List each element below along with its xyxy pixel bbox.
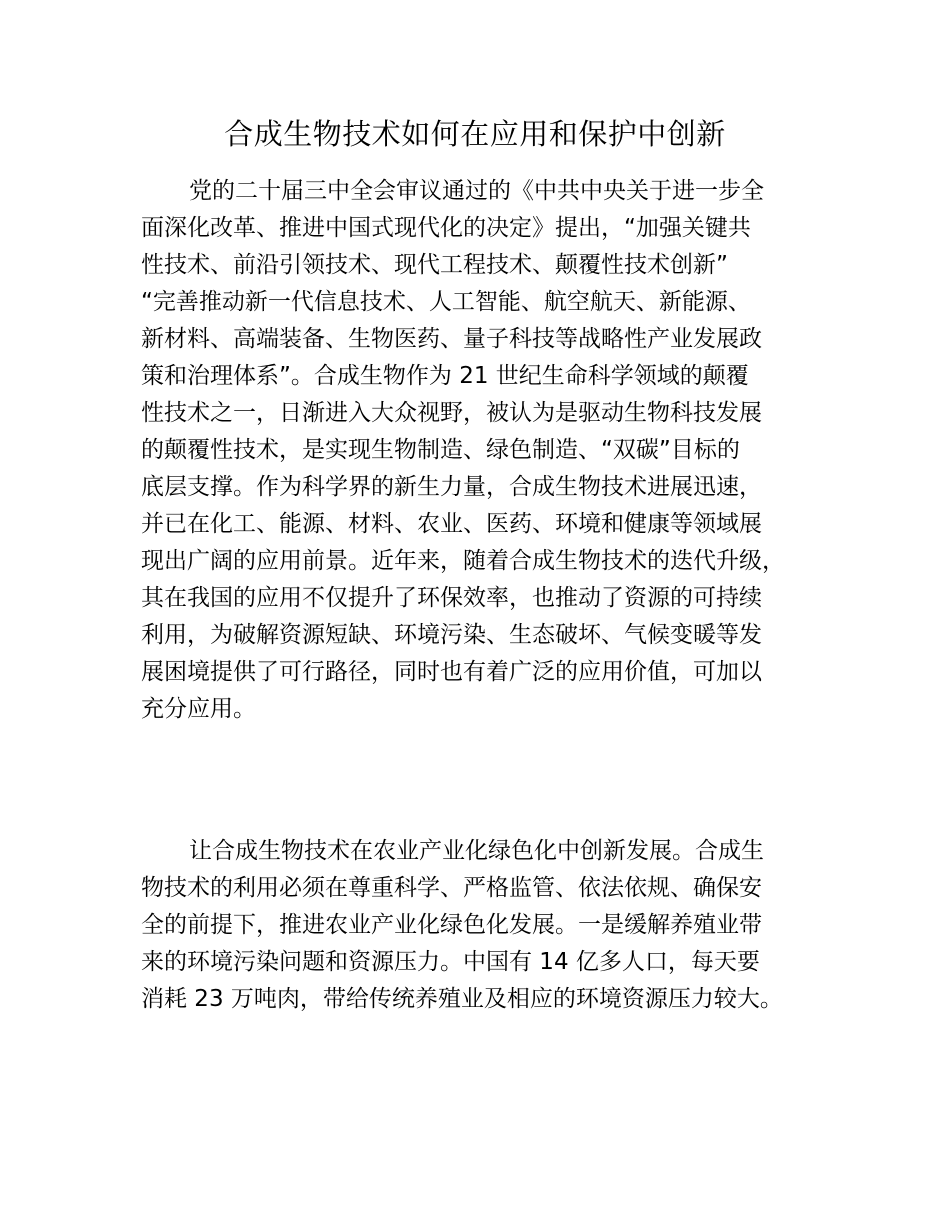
paragraph-line: 展困境提供了可行路径，同时也有着广泛的应用价值，可加以 — [141, 659, 762, 685]
document-title: 合成生物技术如何在应用和保护中创新 — [224, 117, 726, 151]
paragraph-line: 性技术之一，日渐进入大众视野，被认为是驱动生物科技发展 — [141, 400, 762, 426]
paragraph-1 — [141, 173, 841, 728]
paragraph-line: 全的前提下，推进农业产业化绿色化发展。一是缓解养殖业带 — [141, 912, 762, 938]
paragraph-line: 利用，为破解资源短缺、环境污染、生态破坏、气候变暖等发 — [141, 622, 762, 648]
paragraph-line: 充分应用。 — [141, 696, 256, 722]
paragraph-line: 让合成生物技术在农业产业化绿色化中创新发展。合成生 — [189, 838, 764, 864]
paragraph-line: 物技术的利用必须在尊重科学、严格监管、依法依规、确保安 — [141, 875, 762, 901]
paragraph-line: 消耗 23 万吨肉，带给传统养殖业及相应的环境资源压力较大。 — [141, 986, 783, 1012]
paragraph-line: 其在我国的应用不仅提升了环保效率，也推动了资源的可持续 — [141, 585, 762, 611]
paragraph-line: 新材料、高端装备、生物医药、量子科技等战略性产业发展政 — [141, 326, 762, 352]
paragraph-line: “完善推动新一代信息技术、人工智能、航空航天、新能源、 — [141, 289, 751, 315]
paragraph-line: 现出广阔的应用前景。近年来，随着合成生物技术的迭代升级， — [141, 548, 785, 574]
paragraph-line: 策和治理体系”。合成生物作为 21 世纪生命科学领域的颠覆 — [141, 363, 749, 389]
paragraph-line: 来的环境污染问题和资源压力。中国有 14 亿多人口，每天要 — [141, 949, 760, 975]
paragraph-line: 性技术、前沿引领技术、现代工程技术、颠覆性技术创新” — [141, 252, 728, 278]
paragraph-line: 的颠覆性技术，是实现生物制造、绿色制造、“双碳”目标的 — [141, 437, 740, 463]
paragraph-line: 党的二十届三中全会审议通过的《中共中央关于进一步全 — [189, 178, 764, 204]
paragraph-2 — [141, 833, 841, 1018]
paragraph-line: 底层支撑。作为科学界的新生力量，合成生物技术进展迅速， — [141, 474, 762, 500]
paragraph-line: 并已在化工、能源、材料、农业、医药、环境和健康等领域展 — [141, 511, 762, 537]
paragraph-line: 面深化改革、推进中国式现代化的决定》提出，“加强关键共 — [141, 215, 751, 241]
